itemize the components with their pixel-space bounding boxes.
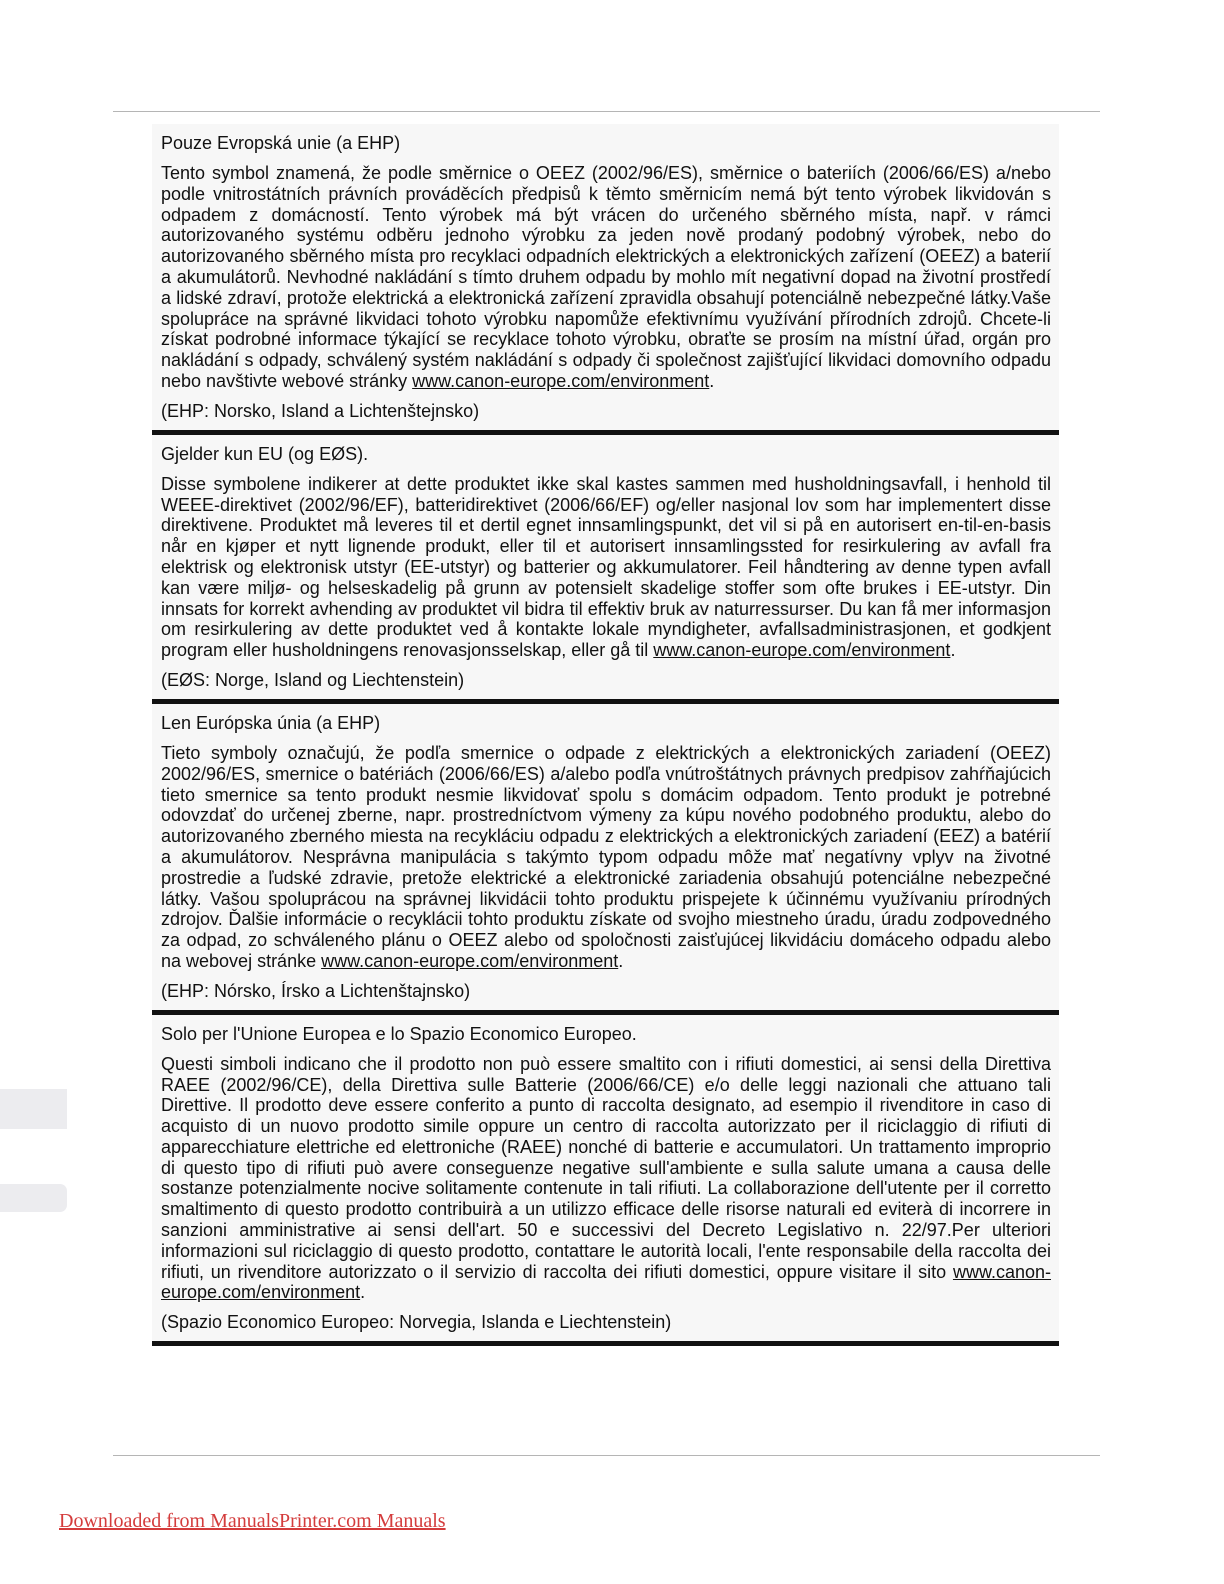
recycling-notices xyxy=(152,124,1059,1346)
section-note: (EHP: Nórsko, Írsko a Lichtenštajnsko) xyxy=(161,980,471,1001)
section-body-end: . xyxy=(360,1282,366,1303)
notice-section-norwegian xyxy=(152,435,1059,704)
section-heading: Len Európska únia (a EHP) xyxy=(161,712,381,733)
section-body xyxy=(161,743,1051,972)
side-thumb-tab-lower xyxy=(0,1184,67,1212)
bottom-rule xyxy=(113,1455,1100,1456)
section-body xyxy=(161,163,1051,392)
notice-section-czech xyxy=(152,124,1059,435)
side-thumb-tab xyxy=(0,1089,67,1129)
environment-link[interactable]: www.canon-europe.com/environment xyxy=(412,370,710,391)
notice-section-italian xyxy=(152,1015,1059,1347)
section-body-text: Tieto symboly označujú, že podľa smernice o odpade z elektrických a elektronických zariadení (OEEZ) 2002/96/ES, smernice o batériách (2006/66/ES) a/alebo podľa vnútroštátnych právnych predpisov zahŕňajúcich tieto smernice sa tento produkt nesmie likvidovať spolu s domácim odpadom. Tento produkt je potrebné odovzdať do určenej zberne, napr. prostredníctvom výmeny za kúpu nového podobného produktu, alebo do autorizovaného zberného miesta na recykláciu odpadu z elektrických a elektronických zariadení (EEZ) a batérií a akumulátorov. Nesprávna manipulácia s takýmto typom odpadu môže mať negatívny vplyv na životné prostredie a ľudské zdravie, pretože elektrické a elektronické zariadenia obsahujú potenciálne nebezpečné látky. Vašou spoluprácou na správnej likvidácii tohto produktu prispejete k účinnému využívaniu prírodných zdrojov. Ďalšie informácie o recyklácii tohto produktu získate od svojho miestneho úradu, úradu zodpovedného za odpad, zo schváleného plánu o OEEZ alebo od spoločnosti zaisťujúcej likvidáciu domáceho odpadu alebo na webovej stránke xyxy=(161,742,1051,971)
section-heading: Pouze Evropská unie (a EHP) xyxy=(161,133,401,153)
download-source-link[interactable]: Downloaded from ManualsPrinter.com Manuals xyxy=(59,1510,446,1532)
environment-link[interactable]: www.canon-europe.com/environment xyxy=(161,1261,1051,1303)
environment-link[interactable]: www.canon-europe.com/environment xyxy=(653,640,951,661)
section-body-text: Disse symbolene indikerer at dette produktet ikke skal kastes sammen med husholdningsavfall, i henhold til WEEE-direktivet (2002/96/EF), batteridirektivet (2006/66/EF) og/eller nasjonal lov som har implementert disse direktivene. Produktet må leveres til et dertil egnet innsamlingspunkt, det vil si på en autorisert en-til-en-basis når en kjøper et nytt lignende produkt, eller til et autorisert innsamlingssted for resirkulering av avfall fra elektrisk og elektronisk utstyr (EE-utstyr) og batterier og akkumulatorer. Feil håndtering av denne typen avfall kan være miljø- og helseskadelig på grunn av potensielt skadelige stoffer som ofte brukes i EE-utstyr. Din innsats for korrekt avhending av produktet vil bidra til effektiv bruk av naturressurser. Du kan få mer informasjon om resirkulering av dette produktet ved å kontakte lokale myndigheter, avfallsadministrasjonen, et godkjent program eller husholdningens renovasjonsselskap, eller gå til xyxy=(161,473,1051,661)
section-note: (Spazio Economico Europeo: Norvegia, Islanda e Liechtenstein) xyxy=(161,1312,672,1333)
top-rule xyxy=(113,111,1100,112)
section-body xyxy=(161,1054,1051,1304)
section-heading: Gjelder kun EU (og EØS). xyxy=(161,443,369,464)
section-note: (EØS: Norge, Island og Liechtenstein) xyxy=(161,669,465,690)
section-body-text: Tento symbol znamená, že podle směrnice o OEEZ (2002/96/ES), směrnice o bateriích (2006/66/ES) a/nebo podle vnitrostátních právních prováděcích předpisů k těmto směrnicím nemá být tento výrobek likvidován s odpadem z domácností. Tento výrobek má být vrácen do určeného sběrného místa, např. v rámci autorizovaného systému odběru jednoho výrobku za jeden nově prodaný podobný výrobek, nebo do autorizovaného sběrného místa pro recyklaci odpadních elektrických a elektronických zařízení (OEEZ) a baterií a akumulátorů. Nevhodné nakládání s tímto druhem odpadu by mohlo mít negativní dopad na životní prostředí a lidské zdraví, protože elektrická a elektronická zařízení zpravidla obsahují potenciálně nebezpečné látky.Vaše spolupráce na správné likvidaci tohoto výrobku napomůže efektivnímu využívání přírodních zdrojů. Chcete-li získat podrobné informace týkající se recyklace tohoto výrobku, obraťte se prosím na místní úřad, orgán pro nakládání s odpady, schválený systém nakládání s odpady či společnost zajišťující likvidaci domovního odpadu nebo navštivte webové stránky xyxy=(161,163,1051,391)
notice-section-slovak xyxy=(152,704,1059,1015)
section-note: (EHP: Norsko, Island a Lichtenštejnsko) xyxy=(161,400,480,421)
environment-link[interactable]: www.canon-europe.com/environment xyxy=(321,950,619,971)
section-body-text: Questi simboli indicano che il prodotto non può essere smaltito con i rifiuti domestici, ai sensi della Direttiva RAEE (2002/96/CE), della Direttiva sulle Batterie (2006/66/CE) e/o delle leggi nazionali che attuano tali Direttive. Il prodotto deve essere conferito a punto di raccolta designato, ad esempio il rivenditore in caso di acquisto di un nuovo prodotto simile oppure un centro di raccolta autorizzato per il riciclaggio di rifiuti di apparecchiature elettriche ed elettroniche (RAEE) nonché di batterie e accumulatori. Un trattamento improprio di questo tipo di rifiuti può avere conseguenze negative sull'ambiente e sulla salute umana a causa delle sostanze potenzialmente nocive solitamente contenute in tali rifiuti. La collaborazione dell'utente per il corretto smaltimento di questo prodotto contribuirà a un utilizzo efficace delle risorse naturali ed eviterà di incorrere in sanzioni amministrative ai sensi dell'art. 50 e successivi del Decreto Legislativo n. 22/97.Per ulteriori informazioni sul riciclaggio di questo prodotto, contattare le autorità locali, l'ente responsabile della raccolta dei rifiuti, un rivenditore autorizzato o il servizio di raccolta dei rifiuti domestici, oppure visitare il sito xyxy=(161,1053,1051,1282)
section-body-end: . xyxy=(618,950,624,971)
section-body-end: . xyxy=(709,370,715,391)
section-body xyxy=(161,474,1051,661)
section-heading: Solo per l'Unione Europea e lo Spazio Economico Europeo. xyxy=(161,1023,637,1044)
section-body-end: . xyxy=(950,640,956,661)
